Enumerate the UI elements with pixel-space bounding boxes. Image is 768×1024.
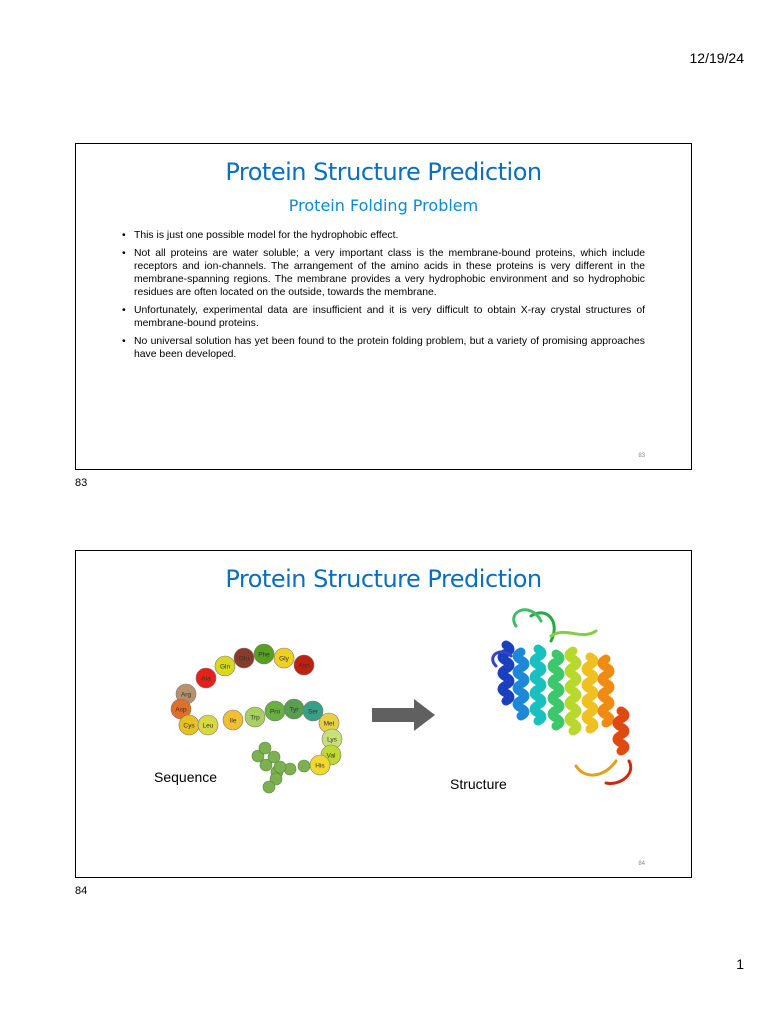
amino-acid-label: Leu xyxy=(202,722,214,730)
tail-bead xyxy=(259,742,271,754)
amino-acid-label: Trp xyxy=(250,714,260,722)
amino-acid-label: Glu xyxy=(238,655,250,663)
chain-tail xyxy=(252,742,310,793)
amino-acid-label: Phe xyxy=(258,651,270,659)
sequence-label: Sequence xyxy=(154,769,218,785)
amino-acid-label: Lys xyxy=(327,736,337,744)
bullet-item: • No universal solution has yet been found to the protein folding problem, but a variety of promising approaches have been developed. xyxy=(122,335,645,361)
slide-subtitle: Protein Folding Problem xyxy=(288,196,479,215)
bullet-item: • This is just one possible model for the hydrophobic effect. xyxy=(122,229,645,242)
amino-acid-label: Ser xyxy=(307,708,319,716)
protein-folding-figure xyxy=(76,551,691,877)
bullet-item: • Not all proteins are water soluble; a very important class is the membrane-bound proteins, which include receptors and ion-channels. The arrangement of the amino acids in these proteins is very different in the membrane-spanning regions. The membrane provides a very hydrophobic environment and so hydrophobic residues are often located on the outside, towards the membrane. xyxy=(122,247,645,299)
bullet-list xyxy=(122,229,645,361)
amino-acid-label: Met xyxy=(323,720,335,728)
slide-number: 84 xyxy=(638,861,645,867)
slide-caption: 84 xyxy=(75,885,88,897)
amino-acid-label: Arg xyxy=(180,691,192,699)
amino-acid-label: His xyxy=(315,762,325,770)
right-arrow-icon xyxy=(372,699,435,731)
slide-title: Protein Structure Prediction xyxy=(225,158,542,186)
slide-83 xyxy=(75,143,692,470)
tail-bead xyxy=(263,781,275,793)
amino-acid-label: Val xyxy=(326,752,336,760)
slide-caption: 83 xyxy=(75,477,88,489)
slide-84 xyxy=(75,550,692,878)
amino-acid-label: Pro xyxy=(269,708,281,716)
structure-label: Structure xyxy=(450,776,507,792)
amino-acid-label: Cys xyxy=(183,722,195,730)
tail-bead xyxy=(274,761,286,773)
amino-acid-label: Gly xyxy=(279,655,289,663)
amino-acid-label: Asp xyxy=(175,706,187,714)
protein-structure-icon xyxy=(493,610,631,784)
amino-acid-label: Asn xyxy=(298,662,310,670)
amino-acid-label: Tyr xyxy=(289,706,299,714)
amino-acid-label: Gln xyxy=(219,663,231,671)
slide-title: Protein Structure Prediction xyxy=(225,565,542,593)
bullet-item: • Unfortunately, experimental data are insufficient and it is very difficult to obtain X-ray crystal structures of membrane-bound proteins. xyxy=(122,304,645,330)
amino-acid-label: Ala xyxy=(201,675,211,683)
tail-bead xyxy=(298,760,310,772)
header-date: 12/19/24 xyxy=(689,50,744,66)
amino-acid-label: Ile xyxy=(229,717,237,725)
page-number: 1 xyxy=(736,956,744,972)
slide-number: 83 xyxy=(638,453,645,459)
